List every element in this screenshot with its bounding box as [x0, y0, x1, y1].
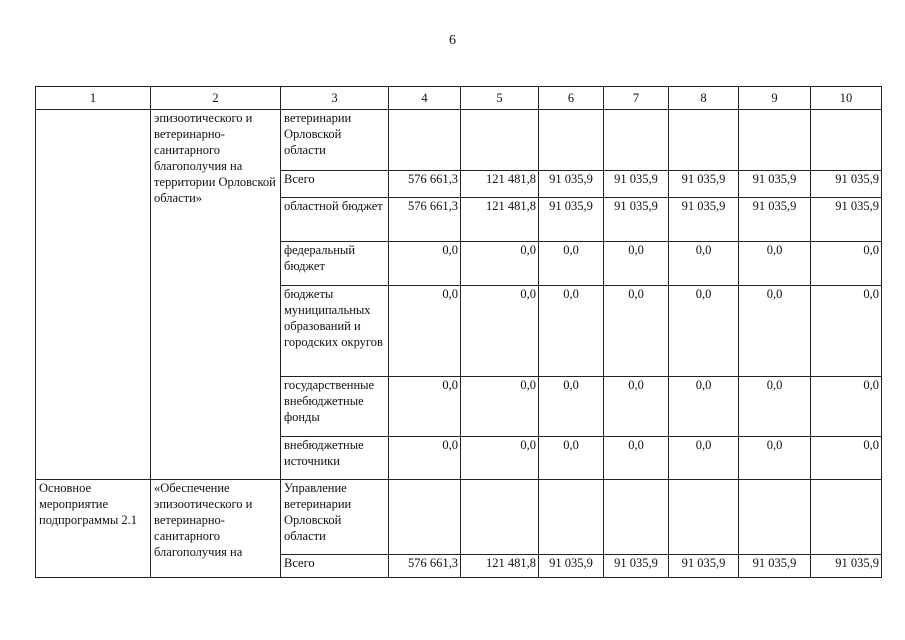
amount-cell: 91 035,9 [604, 198, 669, 242]
amount-cell: 0,0 [811, 377, 882, 437]
funding-source-cell: Управление ветеринарии Орловской области [281, 480, 389, 555]
header-cell: 8 [669, 87, 739, 110]
header-cell: 10 [811, 87, 882, 110]
amount-cell [389, 110, 461, 171]
amount-cell: 91 035,9 [739, 171, 811, 198]
table-row [36, 110, 882, 171]
amount-cell: 0,0 [739, 377, 811, 437]
amount-cell: 0,0 [389, 377, 461, 437]
amount-cell: 0,0 [604, 286, 669, 377]
amount-cell [604, 480, 669, 555]
amount-cell: 0,0 [539, 377, 604, 437]
amount-cell: 0,0 [669, 242, 739, 286]
amount-cell: 121 481,8 [461, 198, 539, 242]
funding-source-cell: внебюджетные источники [281, 437, 389, 480]
amount-cell: 0,0 [461, 242, 539, 286]
amount-cell: 0,0 [539, 286, 604, 377]
event-name-cell [36, 110, 151, 480]
amount-cell: 0,0 [669, 286, 739, 377]
amount-cell: 0,0 [389, 437, 461, 480]
amount-cell [811, 110, 882, 171]
table-row [36, 480, 882, 555]
funding-source-cell: федеральный бюджет [281, 242, 389, 286]
header-cell: 9 [739, 87, 811, 110]
amount-cell: 576 661,3 [389, 171, 461, 198]
amount-cell: 91 035,9 [669, 555, 739, 578]
amount-cell: 0,0 [811, 242, 882, 286]
amount-cell: 91 035,9 [739, 555, 811, 578]
event-description-cell: «Обеспечение эпизоотического и ветеринарно-санитарного благополучия на [151, 480, 281, 578]
amount-cell: 576 661,3 [389, 198, 461, 242]
amount-cell: 0,0 [669, 437, 739, 480]
header-row [36, 87, 882, 110]
amount-cell [739, 480, 811, 555]
amount-cell [811, 480, 882, 555]
budget-table [35, 86, 882, 578]
amount-cell: 0,0 [739, 242, 811, 286]
amount-cell: 91 035,9 [669, 171, 739, 198]
event-name-cell: Основное мероприятие подпрограммы 2.1 [36, 480, 151, 578]
header-cell: 4 [389, 87, 461, 110]
header-cell: 2 [151, 87, 281, 110]
amount-cell: 0,0 [604, 242, 669, 286]
amount-cell: 0,0 [604, 377, 669, 437]
header-cell: 3 [281, 87, 389, 110]
header-cell: 7 [604, 87, 669, 110]
amount-cell [461, 110, 539, 171]
funding-source-cell: Всего [281, 171, 389, 198]
amount-cell: 0,0 [739, 437, 811, 480]
amount-cell: 91 035,9 [539, 171, 604, 198]
amount-cell [739, 110, 811, 171]
amount-cell: 0,0 [461, 286, 539, 377]
amount-cell: 91 035,9 [604, 555, 669, 578]
funding-source-cell: государственные внебюджетные фонды [281, 377, 389, 437]
amount-cell: 91 035,9 [811, 555, 882, 578]
amount-cell [604, 110, 669, 171]
amount-cell: 91 035,9 [669, 198, 739, 242]
amount-cell: 0,0 [389, 286, 461, 377]
amount-cell: 0,0 [539, 242, 604, 286]
amount-cell: 0,0 [669, 377, 739, 437]
funding-source-cell: Всего [281, 555, 389, 578]
amount-cell: 0,0 [811, 286, 882, 377]
amount-cell: 91 035,9 [811, 198, 882, 242]
funding-source-cell: областной бюджет [281, 198, 389, 242]
amount-cell [669, 480, 739, 555]
amount-cell [539, 110, 604, 171]
amount-cell: 0,0 [539, 437, 604, 480]
funding-source-cell: бюджеты муниципальных образований и городских округов [281, 286, 389, 377]
amount-cell: 0,0 [739, 286, 811, 377]
amount-cell [389, 480, 461, 555]
amount-cell: 121 481,8 [461, 171, 539, 198]
amount-cell: 0,0 [461, 437, 539, 480]
header-cell: 6 [539, 87, 604, 110]
amount-cell: 91 035,9 [811, 171, 882, 198]
amount-cell: 0,0 [811, 437, 882, 480]
header-cell: 5 [461, 87, 539, 110]
amount-cell: 91 035,9 [539, 555, 604, 578]
amount-cell: 91 035,9 [604, 171, 669, 198]
amount-cell: 91 035,9 [739, 198, 811, 242]
amount-cell: 0,0 [389, 242, 461, 286]
amount-cell: 91 035,9 [539, 198, 604, 242]
amount-cell [669, 110, 739, 171]
amount-cell: 576 661,3 [389, 555, 461, 578]
event-description-cell: эпизоотического и ветеринарно-санитарного благополучия на территории Орловской области» [151, 110, 281, 480]
amount-cell: 0,0 [604, 437, 669, 480]
amount-cell [461, 480, 539, 555]
amount-cell: 121 481,8 [461, 555, 539, 578]
amount-cell: 0,0 [461, 377, 539, 437]
header-cell: 1 [36, 87, 151, 110]
page-number: 6 [449, 33, 456, 48]
amount-cell [539, 480, 604, 555]
funding-source-cell: ветеринарии Орловской области [281, 110, 389, 171]
